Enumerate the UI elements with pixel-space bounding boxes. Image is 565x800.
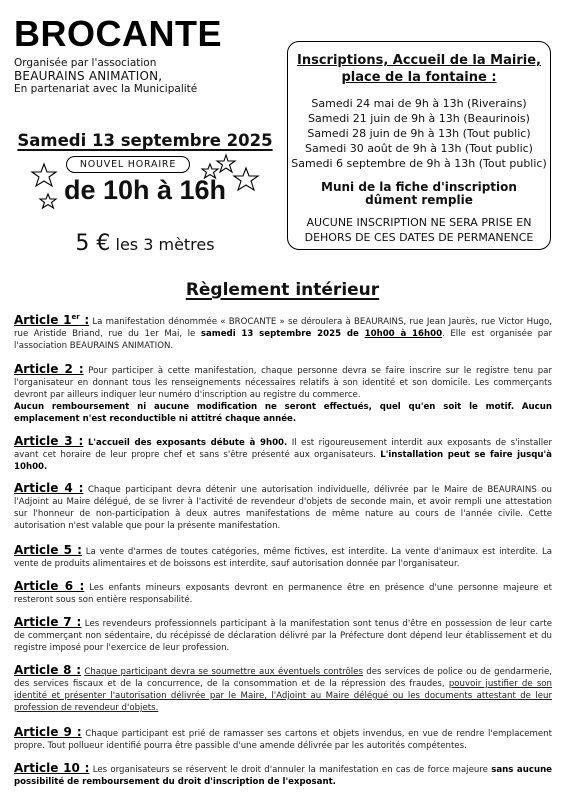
organizer-block [14,57,197,96]
association-name: BEAURAINS ANIMATION, [14,69,163,83]
article-label: Article 10 : [14,761,90,775]
registration-date-item: Samedi 30 août de 9h à 13h (Tout public) [305,142,533,155]
registration-box [287,41,551,250]
article-label: Article 5 : [14,543,82,557]
article-label: Article 1er : [14,313,90,327]
requirement-line-2: dûment remplie [365,193,473,207]
registration-date-item: Samedi 28 juin de 9h à 13h (Tout public) [307,127,531,140]
registration-requirement [288,181,550,207]
warning-line-2: DEHORS DE CES DATES DE PERMANENCE [304,231,534,244]
article-3: Article 3 : L'accueil des exposants débute à 9h00. Il est rigoureusement interdit aux exposants de s'installer avant cet horaire de leur propre chef et sans s'être présenté aux organisateurs. L'installation peut se faire jusqu'à 10h00. [14,434,552,472]
price-unit: les 3 mètres [115,235,215,254]
article-8: Article 8 : Chaque participant devra se soumettre aux éventuels contrôles des services de police ou de gendarmerie, des services fiscaux et de la concurrence, de la consommation et de la répression des fraudes, pouvoir justifier de son identité et présenter l'autorisation délivrée par le Maire, l'Adjoint au Maire délégué ou les documents attestant de leur profession de revendeur d'objets. [14,663,553,713]
article-label: Article 9 : [14,725,82,739]
price-amount: 5 € [75,231,111,256]
event-title: BROCANTE [14,13,222,54]
registration-date-item: Samedi 6 septembre de 9h à 13h (Tout public) [291,157,547,170]
registration-title [288,52,550,86]
article-7: Article 7 : Les revendeurs professionnels participant à la manifestation sont tenus d'être en possession de leur carte de commerçant non sédentaire, du récépissé de déclaration délivré par la Préfecture dont dépend leur établissement et du registre imposé pour l'exercice de leur profession. [14,615,552,653]
article-label: Article 7 : [14,615,82,629]
event-hours: de 10h à 16h [63,175,227,205]
event-date: Samedi 13 septembre 2025 [17,131,273,150]
price-text [14,231,276,256]
article-10: Article 10 : Les organisateurs se réservent le droit d'annuler la manifestation en cas de force majeure sans aucune possibilité de remboursement du droit d'inscription de l'exposant. [14,761,553,787]
article-4: Article 4 : Chaque participant devra détenir une autorisation individuelle, délivrée par le Maire de BEAURAINS ou l'Adjoint au Maire délégué, de se livrer à l'activité de revendeur d'objets de seconde main, et avoir rempli une attestation sur l'honneur de non-participation à deux autres manifestations de même nature au cours de l'année civile. Cette autorisation n'est valable que pour la présente manifestation. [14,481,552,531]
registration-title-line-1: Inscriptions, Accueil de la Mairie, [297,53,541,68]
article-label: Article 8 : [14,663,82,677]
article-5: Article 5 : La vente d'armes de toutes catégories, même fictives, est interdite. La vente d'animaux est interdite. La vente de produits alimentaires et de boissons est interdite, sauf autorisation donnée par l'organisateur. [14,543,552,569]
article-1: Article 1er : La manifestation dénommée « BROCANTE » se déroulera à BEAURAINS, rue Jean Jaurès, rue Victor Hugo, rue Aristide Briand, rue du 1er Mai, le samedi 13 septembre 2025 de 10h00 à 16h00. Elle est organisée par l'association BEAURAINS ANIMATION. [14,313,553,351]
warning-line-1: AUCUNE INSCRIPTION NE SERA PRISE EN [306,216,532,229]
registration-warning [288,215,550,245]
registration-date-item: Samedi 24 mai de 9h à 13h (Riverains) [311,97,527,110]
article-label: Article 3 : [14,434,84,448]
registration-date-item: Samedi 21 juin de 9h à 13h (Beaurinois) [308,112,530,125]
article-2: Article 2 : Pour participer à cette manifestation, chaque personne devra se faire inscrire sur le registre tenu par l'organisateur en donnant tous les renseignements nécessaires relatifs à son identité et son domicile. Les commerçants devront par ailleurs indiquer leur numéro d'inscription au registre du commerce. Aucun remboursement ni aucune modification ne seront effectués, quel qu'en soit le motif. Aucun emplacement n'est reconductible ni attitré chaque année. [14,362,552,424]
article-label: Article 6 : [14,579,85,593]
registration-title-line-2: place de la fontaine : [341,70,497,85]
article-6: Article 6 : Les enfants mineurs exposants devront en permanence être en présence d'une personne majeure et resteront sous son entière responsabilité. [14,579,552,605]
rules-title: Règlement intérieur [185,280,380,300]
article-label: Article 4 : [14,481,84,495]
new-hours-badge: NOUVEL HORAIRE [66,156,190,173]
article-label: Article 2 : [14,362,84,376]
organized-by-text: Organisée par l'association [14,57,157,69]
article-9: Article 9 : Chaque participant est prié de ramasser ses cartons et objets invendus, en vue de rendre l'emplacement propre. Tout pollueur identifié pourra être passible d'une amende délivrée par les autorités compétentes. [14,725,552,751]
requirement-line-1: Muni de la fiche d'inscription [321,180,517,194]
registration-dates [288,96,550,171]
partnership-text: En partenariat avec la Municipalité [14,83,198,95]
